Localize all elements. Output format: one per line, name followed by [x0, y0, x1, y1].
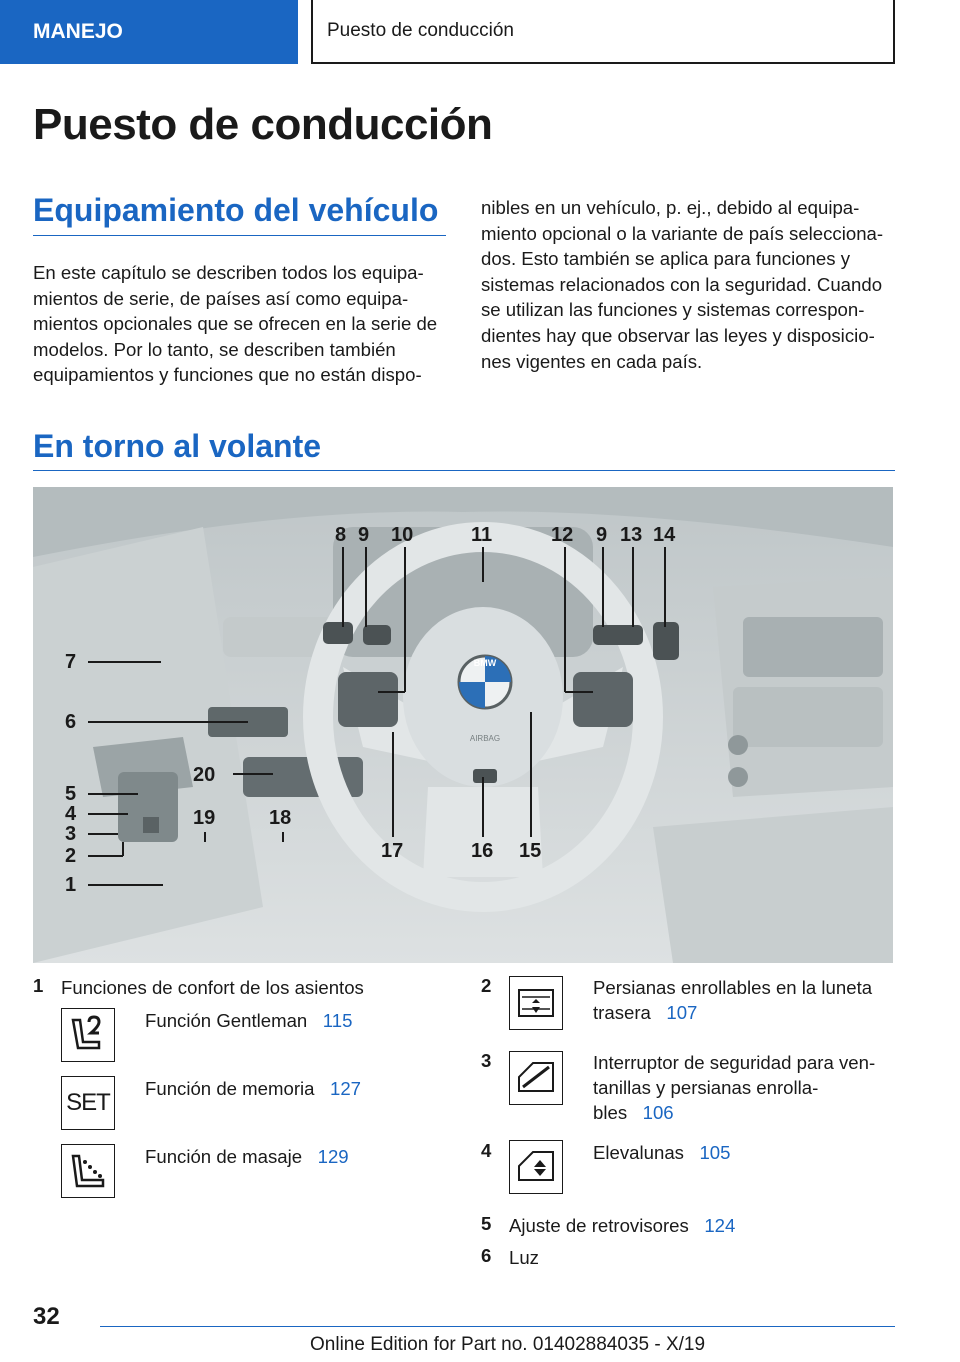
text-line: mientos de serie, de países así como equipa- [33, 287, 409, 309]
item-label: Persianas enrollables en la luneta [593, 977, 873, 998]
gentleman-seat-icon [61, 1008, 115, 1062]
paragraph-col2 [481, 195, 883, 374]
page-title: Puesto de conducción [33, 100, 493, 149]
rear-blind-icon [509, 976, 563, 1030]
callout-label: 9 [358, 524, 370, 546]
item-number: 5 [481, 1213, 492, 1234]
section-tab[interactable] [0, 0, 298, 64]
section-label: MANEJO [33, 20, 123, 43]
item-number: 3 [481, 1050, 492, 1071]
item-number: 6 [481, 1245, 492, 1266]
text-line: dos. Esto también se aplica para funciones y [481, 248, 850, 270]
header-title-text: Puesto de conducción [327, 20, 514, 41]
text-line: miento opcional o la variante de país selecciona- [481, 222, 884, 244]
power-window-icon [509, 1140, 563, 1194]
steering-logo-text: BMW [473, 658, 497, 668]
item-text [593, 1050, 875, 1125]
callout-label: 14 [653, 524, 676, 546]
page-reference[interactable]: 105 [699, 1142, 731, 1163]
item-text [145, 1076, 361, 1101]
item-text [145, 1008, 352, 1033]
airbag-label: AIRBAG [469, 734, 501, 743]
text-line: se utilizan las funciones y sistemas correspon- [481, 299, 865, 321]
massage-seat-icon-graphic [65, 1148, 111, 1194]
footer-rule [100, 1326, 895, 1327]
text-line: equipamientos y funciones que no están dispo- [33, 364, 422, 386]
callout-label: 4 [65, 803, 77, 825]
item-label: Interruptor de seguridad para ven- [593, 1052, 876, 1073]
text-line: mientos opcionales que se ofrecen en la serie de [33, 313, 438, 335]
page-reference[interactable]: 124 [704, 1215, 736, 1236]
callout-label: 5 [65, 783, 77, 805]
header-title [311, 0, 895, 64]
section-heading-steering: En torno al volante [33, 428, 322, 464]
rear-blind-icon-graphic [513, 980, 559, 1026]
heading-rule [33, 235, 446, 236]
text-line: sistemas relacionados con la seguridad. Cuando [481, 273, 883, 295]
item-label: tanillas y persianas enrolla- [593, 1077, 819, 1098]
item-label: bles [593, 1102, 628, 1123]
item-text [509, 1213, 735, 1238]
callout-label: 8 [335, 524, 347, 546]
page-reference[interactable]: 127 [330, 1078, 362, 1099]
footer-text: Online Edition for Part no. 01402884035 - X/19 [310, 1334, 706, 1355]
text-line: En este capítulo se describen todos los equipa- [33, 262, 424, 283]
callout-label: 20 [193, 764, 216, 786]
item-number: 4 [481, 1140, 492, 1161]
item-text [145, 1144, 349, 1169]
callout-label: 18 [269, 807, 292, 829]
window-lock-icon-graphic [513, 1055, 559, 1101]
cockpit-photo [33, 487, 893, 963]
item-text [593, 1140, 731, 1165]
item-label: Elevalunas [593, 1142, 684, 1163]
callout-label: 12 [551, 524, 574, 546]
page-reference[interactable]: 106 [642, 1102, 674, 1123]
item-label: Función de memoria [145, 1078, 315, 1099]
page-number: 32 [33, 1303, 60, 1330]
text-line: nes vigentes en cada país. [481, 350, 703, 372]
text-line: modelos. Por lo tanto, se describen también [33, 338, 396, 360]
callout-label: 19 [193, 807, 216, 829]
item-label: Ajuste de retrovisores [509, 1215, 689, 1236]
callout-label: 1 [65, 874, 77, 896]
callout-label: 16 [471, 840, 494, 862]
gentleman-seat-icon-graphic [65, 1012, 111, 1058]
set-memory-icon [61, 1076, 115, 1130]
page-reference[interactable]: 129 [317, 1146, 349, 1167]
callout-label: 3 [65, 823, 77, 845]
callout-label: 6 [65, 711, 77, 733]
paragraph-col1 [33, 260, 437, 388]
text-line: nibles en un vehículo, p. ej., debido al equipa- [481, 197, 860, 218]
heading-rule [33, 470, 895, 471]
callout-label: 13 [620, 524, 643, 546]
page-reference[interactable]: 107 [666, 1002, 698, 1023]
item-text: Luz [509, 1247, 539, 1268]
power-window-icon-graphic [513, 1144, 559, 1190]
callout-label: 11 [471, 524, 493, 546]
cockpit-illustration [33, 487, 893, 963]
callout-label: 7 [65, 651, 77, 673]
section-heading-equipment: Equipamiento del vehículo [33, 192, 439, 228]
item-label: Función Gentleman [145, 1010, 308, 1031]
item-label: trasera [593, 1002, 651, 1023]
window-lock-icon [509, 1051, 563, 1105]
item-number: 1 [33, 975, 44, 996]
callout-label: 15 [519, 840, 542, 862]
text-line: dientes hay que observar las leyes y disposicio- [481, 324, 875, 346]
item-label: Función de masaje [145, 1146, 303, 1167]
callout-label: 10 [391, 524, 414, 546]
item-text: Funciones de confort de los asientos [61, 977, 364, 998]
callout-label: 9 [596, 524, 608, 546]
item-number: 2 [481, 975, 492, 996]
massage-seat-icon [61, 1144, 115, 1198]
callout-label: 17 [381, 840, 404, 862]
item-text [593, 975, 872, 1025]
set-icon-text: SET [66, 1089, 110, 1116]
page-reference[interactable]: 115 [322, 1010, 353, 1031]
callout-label: 2 [65, 845, 77, 867]
